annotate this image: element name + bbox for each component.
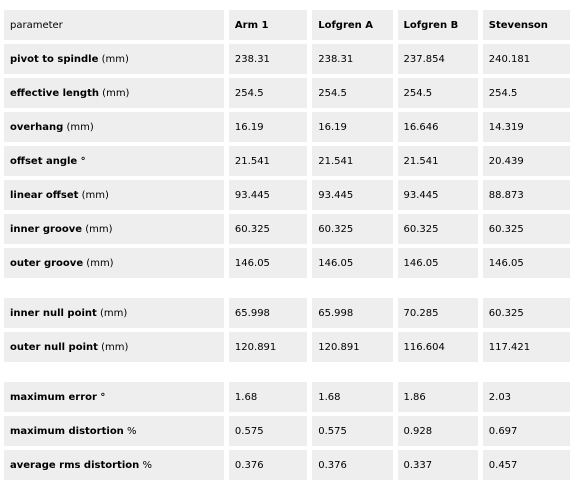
header-lofgren-a	[312, 10, 392, 40]
table-row	[4, 146, 570, 176]
value-cell: 60.325	[483, 214, 570, 244]
header-label: parameter	[10, 19, 63, 31]
value-cell: 254.5	[229, 78, 307, 108]
param-name-cell	[4, 78, 224, 108]
table-row	[4, 248, 570, 278]
value-cell: 146.05	[483, 248, 570, 278]
value-cell: 0.575	[229, 416, 307, 446]
value-cell: 20.439	[483, 146, 570, 176]
param-name-cell	[4, 180, 224, 210]
value-cell: 117.421	[483, 332, 570, 362]
param-unit: %	[142, 459, 152, 471]
value-cell: 120.891	[229, 332, 307, 362]
param-unit: (mm)	[66, 121, 94, 133]
table-row	[4, 382, 570, 412]
value-cell: 65.998	[229, 298, 307, 328]
table-row	[4, 78, 570, 108]
value-cell: 146.05	[229, 248, 307, 278]
param-name-cell	[4, 450, 224, 480]
header-parameter	[4, 10, 224, 40]
value-cell: 237.854	[398, 44, 478, 74]
value-cell: 60.325	[398, 214, 478, 244]
param-unit: (mm)	[85, 223, 113, 235]
value-cell: 93.445	[312, 180, 392, 210]
parameter-table	[4, 10, 570, 484]
param-name-cell	[4, 332, 224, 362]
param-unit: (mm)	[86, 257, 114, 269]
param-unit: (mm)	[102, 87, 130, 99]
param-name: pivot to spindle	[10, 53, 99, 65]
table-row	[4, 332, 570, 362]
value-cell: 93.445	[398, 180, 478, 210]
table-row	[4, 112, 570, 142]
table-row	[4, 416, 570, 446]
header-arm-1	[229, 10, 307, 40]
value-cell: 60.325	[312, 214, 392, 244]
value-cell: 254.5	[312, 78, 392, 108]
value-cell: 1.68	[229, 382, 307, 412]
value-cell: 240.181	[483, 44, 570, 74]
param-unit: (mm)	[81, 189, 109, 201]
value-cell: 0.376	[229, 450, 307, 480]
value-cell: 0.697	[483, 416, 570, 446]
value-cell: 116.604	[398, 332, 478, 362]
value-cell: 120.891	[312, 332, 392, 362]
value-cell: 238.31	[312, 44, 392, 74]
value-cell: 14.319	[483, 112, 570, 142]
value-cell: 146.05	[398, 248, 478, 278]
param-name: offset angle °	[10, 155, 86, 167]
value-cell: 65.998	[312, 298, 392, 328]
value-cell: 21.541	[398, 146, 478, 176]
table-row	[4, 44, 570, 74]
value-cell: 0.457	[483, 450, 570, 480]
value-cell: 16.646	[398, 112, 478, 142]
value-cell: 0.928	[398, 416, 478, 446]
param-name: maximum error °	[10, 391, 106, 403]
param-name: overhang	[10, 121, 64, 133]
header-label: Stevenson	[488, 19, 548, 31]
header-stevenson	[483, 10, 570, 40]
param-name-cell	[4, 146, 224, 176]
value-cell: 60.325	[229, 214, 307, 244]
value-cell: 238.31	[229, 44, 307, 74]
value-cell: 2.03	[483, 382, 570, 412]
group-spacer	[4, 366, 570, 382]
value-cell: 1.86	[398, 382, 478, 412]
value-cell: 88.873	[483, 180, 570, 210]
header-lofgren-b	[398, 10, 478, 40]
param-name: inner groove	[10, 223, 82, 235]
param-name-cell	[4, 44, 224, 74]
value-cell: 254.5	[398, 78, 478, 108]
table-row	[4, 298, 570, 328]
value-cell: 0.575	[312, 416, 392, 446]
param-name: effective length	[10, 87, 99, 99]
header-label: Lofgren A	[318, 19, 374, 31]
param-name-cell	[4, 298, 224, 328]
value-cell: 21.541	[229, 146, 307, 176]
value-cell: 254.5	[483, 78, 570, 108]
param-name: inner null point	[10, 307, 97, 319]
param-unit: (mm)	[101, 341, 129, 353]
param-name-cell	[4, 248, 224, 278]
param-name-cell	[4, 112, 224, 142]
header-label: Arm 1	[234, 19, 269, 31]
param-name: linear offset	[10, 189, 79, 201]
value-cell: 60.325	[483, 298, 570, 328]
value-cell: 0.376	[312, 450, 392, 480]
value-cell: 16.19	[312, 112, 392, 142]
param-name: maximum distortion	[10, 425, 124, 437]
value-cell: 70.285	[398, 298, 478, 328]
param-name: average rms distortion	[10, 459, 140, 471]
group-spacer	[4, 282, 570, 298]
param-name: outer null point	[10, 341, 98, 353]
value-cell: 1.68	[312, 382, 392, 412]
table-row	[4, 180, 570, 210]
param-name-cell	[4, 416, 224, 446]
param-name: outer groove	[10, 257, 84, 269]
table-header-row	[4, 10, 570, 40]
header-label: Lofgren B	[403, 19, 459, 31]
param-name-cell	[4, 382, 224, 412]
table-row	[4, 214, 570, 244]
value-cell: 16.19	[229, 112, 307, 142]
value-cell: 21.541	[312, 146, 392, 176]
value-cell: 93.445	[229, 180, 307, 210]
param-unit: %	[127, 425, 137, 437]
param-unit: (mm)	[101, 53, 129, 65]
param-unit: (mm)	[99, 307, 128, 319]
value-cell: 0.337	[398, 450, 478, 480]
param-name-cell	[4, 214, 224, 244]
table-row	[4, 450, 570, 480]
value-cell: 146.05	[312, 248, 392, 278]
